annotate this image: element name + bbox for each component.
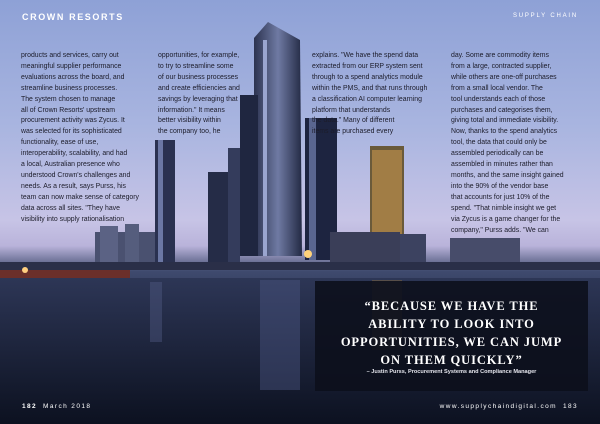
article-column-4: [451, 51, 582, 236]
article-column-1: [21, 51, 152, 226]
section-header: SUPPLY CHAIN: [512, 13, 578, 19]
website-link[interactable]: www.supplychaindigital.com: [439, 403, 557, 410]
footer-right: [440, 403, 578, 410]
pull-quote-text: “BECAUSE WE HAVE THE ABILITY TO LOOK INTO OPPORTUNITIES, WE CAN JUMP ON THEM QUICKLY”: [340, 299, 563, 367]
column-text: day. Some are commodity items from a large, contracted supplier, while others are one-off purchases from a small local vendor. The tool understands each of those purchases and categorises them, giving total and immediate visibility. Now, thanks to the spend analytics tool, the data that could only be assembled periodically can be assembled in minutes rather than months, and the same insight gained into the 90% of the vendor base that accounts for just 10% of the spend. "That nimble insight we get via Zycus is a game changer for the company," Purss adds. "We can: [451, 52, 564, 234]
column-text: opportunities, for example, to try to streamline some of our business processes and create efficiencies and savings by leveraging that information." It means better visibility within the company too, he: [158, 52, 240, 136]
page-number-right: 183: [562, 403, 578, 410]
article-column-2: [158, 51, 289, 138]
pull-quote-attribution: – Justin Purss, Procurement Systems and Compliance Manager: [366, 369, 537, 375]
pull-quote-box: [315, 281, 588, 391]
issue-date: March 2018: [43, 403, 92, 410]
article-column-3: [312, 51, 443, 138]
column-text: products and services, carry out meaningful supplier performance evaluations across the board, and streamline business processes. The system chosen to manage all of Crown Resorts' upstream procurement activity was Zycus. It was selected for its sophisticated functionality, ease of use, interoperability, scalability, and had a local, Australian presence who understood Crown's challenges and needs. As a result, says Purss, his team can now make sense of category data across all sites. "They have visibility into supply rationalisation: [21, 52, 139, 223]
brand-header: CROWN RESORTS: [22, 12, 124, 22]
column-text: explains. "We have the spend data extracted from our ERP system sent through to a spend analytics module within the PMS, and that runs through a classification AI computer learning platform that understands the data." Many of different items are purchased every: [312, 52, 428, 136]
page-number-left: 182: [22, 403, 38, 410]
footer-left: [22, 403, 91, 410]
